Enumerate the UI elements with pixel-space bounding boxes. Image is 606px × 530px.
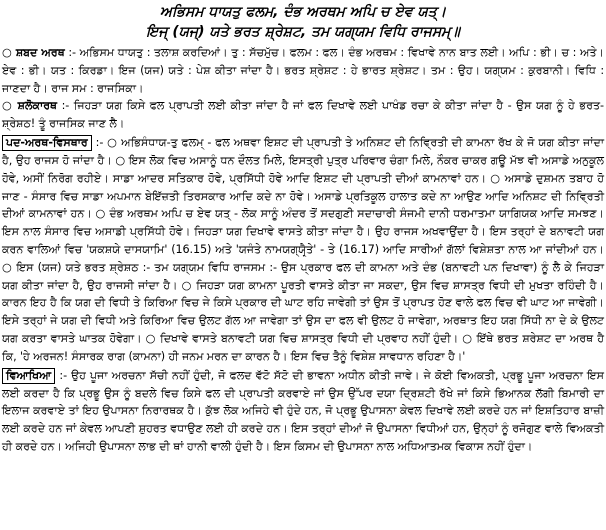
- shloka-meaning-text: :- ਜਿਹੜਾ ਯਗ ਕਿਸੇ ਫਲ ਪ੍ਰਾਪਤੀ ਲਈ ਕੀਤਾ ਜਾਂਦਾ ਹੈ ਜਾਂ ਫਲ ਦਿਖਾਵੇ ਲਈ ਪਾਖੰਡ ਰਚਾ ਕੇ ਕੀਤਾ ਜਾਂਦਾ ਹੈ - ਉਸ ਯਗ ਨੂੰ ਹੇ ਭਰਤ-ਸ਼੍ਰੇਸ਼ਠ! ਤੂੰ ਰਾਜਸਿਕ ਜਾਣ ਲੈ।: [2, 99, 604, 131]
- word-meaning-section: [2, 44, 604, 97]
- shloka-meaning-heading: ○ ਸ਼ਲੋਕਾਰਥ: [2, 99, 58, 113]
- page: [0, 2, 606, 530]
- commentary-section: [2, 367, 604, 456]
- shloka-meaning-section: [2, 97, 604, 133]
- shloka-verse: [2, 2, 604, 42]
- verse-line-1: ਅਭਿਸਮ ਧਾਯਤੁ ਫਲਮ, ਦੰਭ ਅਰਥਮ ਅਪਿ ਚ ਏਵ ਯਤ੍।: [159, 4, 447, 20]
- word-analysis-text: :- ○ ਅਭਿਸੰਧਾਯ-ਤੁ ਫਲਮ੍ - ਫਲ ਅਥਵਾ ਇਸ਼ਟ ਦੀ ਪ੍ਰਾਪਤੀ ਤੇ ਅਨਿਸ਼ਟ ਦੀ ਨਿਵ੍ਰਿਤੀ ਦੀ ਕਾਮਨਾ ਰੱਖ ਕੇ ਜੋ ਯਗ ਕੀਤਾ ਜਾਂਦਾ ਹੈ, ਉਹ ਰਾਜਸ ਹੋ ਜਾਂਦਾ ਹੈ। ○ ਇਸ ਲੋਕ ਵਿਚ ਅਸਾਨੂੰ ਧਨ ਦੌਲਤ ਮਿਲੇ, ਇਸਤ੍ਰੀ ਪੁਤ੍ਰ ਪਰਿਵਾਰ ਚੰਗਾ ਮਿਲੇ, ਨੌਕਰ ਚਾਕਰ ਗਊ ਮੱਝ ਵੀ ਅਸਾਡੇ ਅਨੁਕੂਲ ਹੋਵੇ, ਅਸੀਂ ਨਿਰੋਗ ਰਹੀਏ। ਸਾਡਾ ਆਦਰ ਸਤਿਕਾਰ ਹੋਵੇ, ਪ੍ਰਸਿੱਧੀ ਹੋਵੇ ਆਦਿ ਇਸ਼ਟ ਦੀ ਪ੍ਰਾਪਤੀ ਦੀਆਂ ਕਾਮਨਾਵਾਂ ਹਨ। ○ ਅਸਾਡੇ ਦੁਸ਼ਮਨ ਤਬਾਹ ਹੋ ਜਾਣ - ਸੰਸਾਰ ਵਿਚ ਸਾਡਾ ਅਪਮਾਨ ਬੇਇੱਜ਼ਤੀ ਤਿਰਸਕਾਰ ਆਦਿ ਕਦੇ ਨਾ ਹੋਵੇ। ਅਸਾਡੇ ਪ੍ਰਤਿਕੂਲ ਹਾਲਾਤ ਕਦੇ ਨਾ ਆਉਣ ਆਦਿ ਅਨਿਸ਼ਟ ਦੀ ਨਿਵ੍ਰਿਤੀ ਦੀਆਂ ਕਾਮਨਾਵਾਂ ਹਨ। ○ ਦੰਭ ਅਰਥਮ ਅਪਿ ਚ ਏਵ ਯਤ੍ - ਲੋਕ ਸਾਨੂੰ ਅੰਦਰ ਤੋਂ ਸਦਗੁਣੀ ਸਦਾਚਾਰੀ ਸੰਜਮੀ ਦਾਨੀ ਧਰਮਾਤਮਾ ਯਾਗਿਯਕ ਆਦਿ ਸਮਝਣ। ਇਸ ਨਾਲ ਸੰਸਾਰ ਵਿਚ ਅਸਾਡੀ ਪ੍ਰਸਿੱਧੀ ਹੋਵੇ। ਜਿਹੜਾ ਯਗ ਦਿਖਾਵੇ ਵਾਸਤੇ ਕੀਤਾ ਜਾਂਦਾ ਹੈ। ਉਹ ਰਾਜਸ ਅਖਵਾਉਂਦਾ ਹੈ। ਇਸ ਤਰ੍ਹਾਂ ਦੇ ਬਨਾਵਟੀ ਯਗ ਕਰਨ ਵਾਲਿਆਂ ਵਿਚ 'ਯਕਸ਼ਯੇ ਦਾਸਯਾਮਿ' (16.15) ਅਤੇ 'ਯਜੰਤੇ ਨਾਮਯਗ੍ਯੈਰ੍ਤੇ' - ਤੇ (16.17) ਆਦਿ ਸਾਰੀਆਂ ਗੱਲਾਂ ਵਿਸ਼ੇਸ਼ਤਾ ਨਾਲ ਆ ਜਾਂਦੀਆਂ ਹਨ। ○ ਇਸ (ਯਜ) ਯਤੇ ਭਰਤ ਸ਼੍ਰੇਸ਼ਠ :- ਤਮ ਯਗ੍ਯਮ ਵਿਧਿ ਰਾਜਸਮ :- ਉਸ ਪ੍ਰਕਾਰ ਫਲ ਦੀ ਕਾਮਨਾ ਅਤੇ ਦੰਭ (ਬਨਾਵਟੀ ਪਨ ਦਿਖਾਵਾ) ਨੂੰ ਲੈ ਕੇ ਜਿਹੜਾ ਯਗ ਕੀਤਾ ਜਾਂਦਾ ਹੈ, ਉਹ ਰਾਜਸੀ ਜਾਂਦਾ ਹੈ। ○ ਜਿਹੜਾ ਯਗ ਕਾਮਨਾ ਪੂਰਤੀ ਵਾਸਤੇ ਕੀਤਾ ਜਾ ਸਕਦਾ, ਉਸ ਵਿਚ ਸ਼ਾਸਤ੍ਰ ਵਿਧੀ ਦੀ ਮੁਖਤਾ ਰਹਿੰਦੀ ਹੈ। ਕਾਰਨ ਇਹ ਹੈ ਕਿ ਯਗ ਦੀ ਵਿਧੀ ਤੇ ਕਿਰਿਆ ਵਿਚ ਜੇ ਕਿਸੇ ਪ੍ਰਕਾਰ ਦੀ ਘਾਟ ਰਹਿ ਜਾਵੇਗੀ ਤਾਂ ਉਸ ਤੋਂ ਪ੍ਰਾਪਤ ਹੋਣ ਵਾਲੇ ਫਲ ਵਿਚ ਵੀ ਘਾਟ ਆ ਜਾਵੇਗੀ। ਇਸੇ ਤਰ੍ਹਾਂ ਜੇ ਯਗ ਦੀ ਵਿਧੀ ਅਤੇ ਕਿਰਿਆ ਵਿਚ ਉਲਟ ਗੱਲ ਆ ਜਾਵੇਗਾ ਤਾਂ ਉਸ ਦਾ ਫਲ ਵੀ ਉਲਟ ਹੋ ਜਾਵੇਗਾ, ਅਰਥਾਤ ਇਹ ਯਗ ਸਿੱਧੀ ਨਾ ਦੇ ਕੇ ਉਲਟ ਯਗ ਕਰਤਾ ਵਾਸਤੇ ਘਾਤਕ ਹੋਵੇਗਾ। ○ ਦਿਖਾਵੇ ਵਾਸਤੇ ਬਨਾਵਟੀ ਯਗ ਵਿਚ ਸ਼ਾਸਤ੍ਰ ਵਿਧੀ ਦੀ ਪ੍ਰਵਾਹ ਨਹੀਂ ਹੁੰਦੀ। ○ ਇੱਥੇ ਭਰਤ ਸ਼ਰੇਸ਼ਟ ਦਾ ਅਰਥ ਹੈ ਕਿ, 'ਹੇ ਅਰਜਨ! ਸੰਸਾਰਕ ਰਾਗ (ਕਾਮਨਾ) ਹੀ ਜਨਮ ਮਰਨ ਦਾ ਕਾਰਨ ਹੈ। ਇਸ ਵਿਚ ਤੈਨੂੰ ਵਿਸ਼ੇਸ਼ ਸਾਵਧਾਨ ਰਹਿਣਾ ਹੈ।': [2, 135, 604, 363]
- word-analysis-section: [2, 134, 604, 366]
- commentary-heading: ਵਿਆਖਿਆ: [2, 368, 55, 384]
- commentary-text: :- ਉਹ ਪੂਜਾ ਅਰਚਨਾ ਸੱਚੀ ਨਹੀਂ ਹੁੰਦੀ, ਜੋ ਫਲਦ ਵੱਟੋ ਸੱਟੋ ਦੀ ਭਾਵਨਾ ਅਧੀਨ ਕੀਤੀ ਜਾਵੇ। ਜੇ ਕੋਈ ਵਿਅਕਤੀ, ਪ੍ਰਭੂ ਪੂਜਾ ਅਰਚਨਾ ਇਸ ਲਈ ਕਰਦਾ ਹੈ ਕਿ ਪ੍ਰਭੂ ਉਸ ਨੂੰ ਬਦਲੇ ਵਿਚ ਕਿਸੇ ਫਲ ਦੀ ਪ੍ਰਾਪਤੀ ਕਰਵਾਏ ਜਾਂ ਉਸ ਉੱਪਰ ਦਯਾ ਦ੍ਰਿਸ਼ਟੀ ਰੱਖੇ ਜਾਂ ਕਿਸੇ ਭਿਆਨਕ ਲੱਗੀ ਬਿਮਾਰੀ ਦਾ ਇਲਾਜ ਕਰਵਾਏ ਤਾਂ ਇਹ ਉਪਾਸਨਾ ਨਿਰਾਰਥਕ ਹੈ। ਕੁੱਝ ਲੋਕ ਅਜਿਹੇ ਵੀ ਹੁੰਦੇ ਹਨ, ਜੋ ਪ੍ਰਭੂ ਉਪਾਸਨਾ ਕੇਵਲ ਦਿਖਾਵੇ ਲਈ ਕਰਦੇ ਹਨ ਜਾਂ ਇਸ਼ਤਿਹਾਰ ਬਾਜ਼ੀ ਲਈ ਕਰਦੇ ਹਨ ਜਾਂ ਕੇਵਲ ਆਪਣੀ ਸ਼ੁਹਰਤ ਵਧਾਉਣ ਲਈ ਹੀ ਕਰਦੇ ਹਨ। ਇਸ ਤਰ੍ਹਾਂ ਦੀਆਂ ਜੋ ਉਪਾਸਨਾ ਵਿਧੀਆਂ ਹਨ, ਉਨ੍ਹਾਂ ਨੂੰ ਰਜੋਗੁਣ ਵਾਲੇ ਵਿਅਕਤੀ ਹੀ ਕਰਦੇ ਹਨ। ਅਜਿਹੀ ਉਪਾਸਨਾ ਲਾਭ ਦੀ ਥਾਂ ਹਾਨੀ ਵਾਲੀ ਹੁੰਦੀ ਹੈ। ਇਸ ਕਿਸਮ ਦੀ ਉਪਾਸਨਾ ਨਾਲ ਅਧਿਆਤਮਕ ਵਿਕਾਸ ਨਹੀਂ ਹੁੰਦਾ।: [2, 368, 604, 453]
- word-meaning-text: :- ਅਭਿਸਮ ਧਾਯਤੁ : ਤਲਾਸ਼ ਕਰਦਿਆਂ। ਤੁ : ਸੱਚਮੁੱਚ। ਫਲਮ : ਫਲ। ਦੰਭ ਅਰਥਮ : ਵਿਖਾਵੇ ਨਾਨ ਬਾਤ ਲਈ। ਅਪਿ : ਭੀ। ਚ : ਅਤੇ। ਏਵ : ਭੀ। ਯਤ : ਕਿਰਡਾ। ਇਜ (ਯਜ) ਯਤੇ : ਪੇਸ਼ ਕੀਤਾ ਜਾਂਦਾ ਹੈ। ਭਰਤ ਸ਼੍ਰੇਸ਼ਟ : ਹੇ ਭਾਰਤ ਸ਼੍ਰੇਸ਼ਟ। ਤਮ : ਉਹ। ਯਗ੍ਯਮ : ਕੁਰਬਾਨੀ। ਵਿਧਿ : ਜਾਣਦਾ ਹੈ। ਰਾਜ ਸਮ : ਰਾਜਸਿਕਾ।: [2, 46, 604, 95]
- word-analysis-heading: ਪਦ-ਅਰਥ-ਵਿਸਥਾਰ: [2, 135, 92, 151]
- verse-line-2: ਇਜ੍ (ਯਜ੍) ਯਤੇ ਭਰਤ ਸ਼੍ਰੇਸ਼ਟ, ਤਮ ਯਗ੍ਯਮ ਵਿਧਿ ਰਾਜਸਮ੍॥: [146, 24, 460, 40]
- word-meaning-heading: ○ ਸ਼ਬਦ ਅਰਥ: [2, 46, 65, 59]
